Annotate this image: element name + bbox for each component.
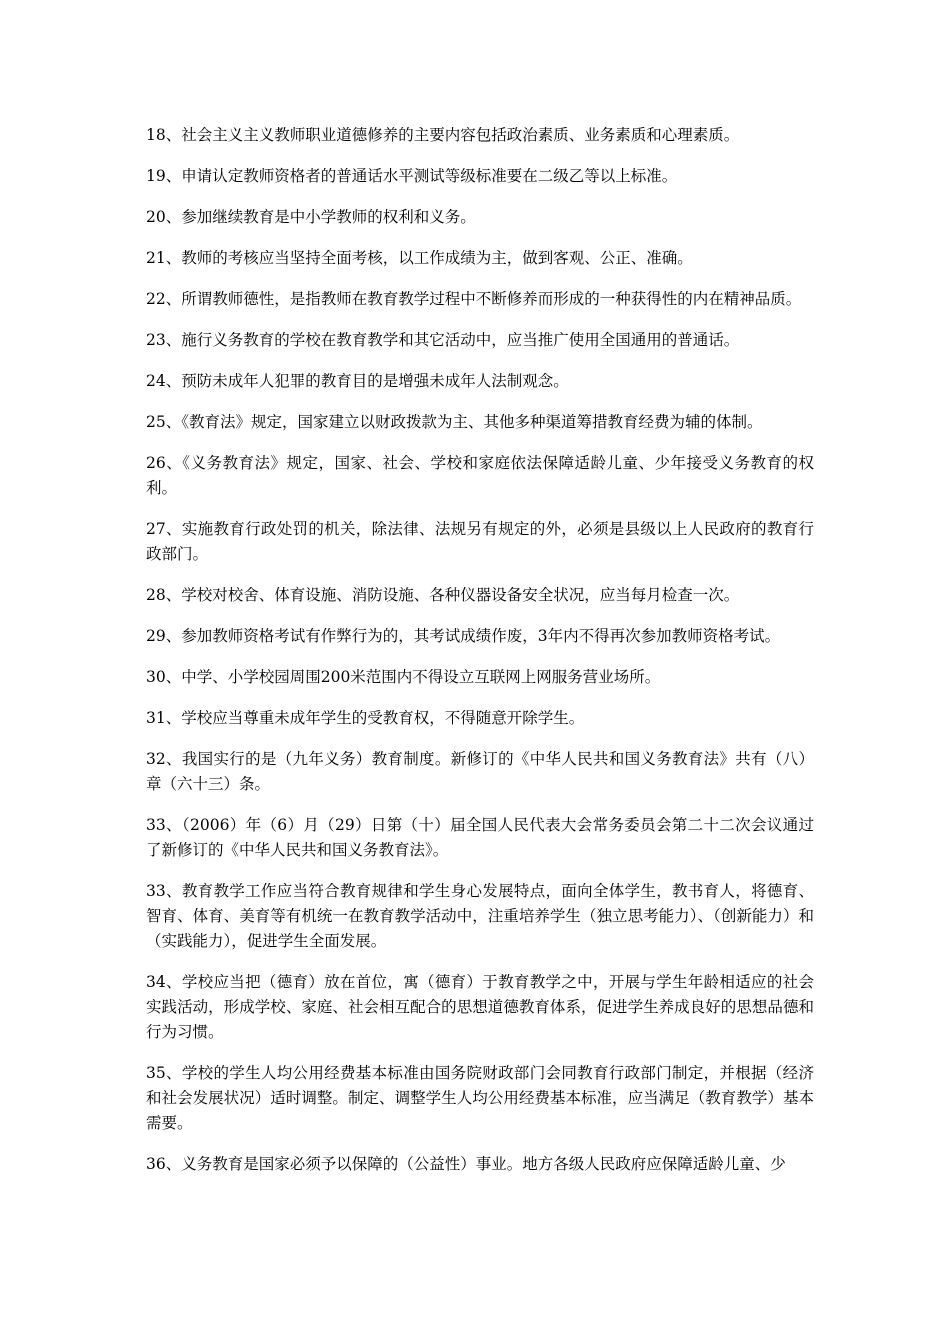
paragraph-21: 21、教师的考核应当坚持全面考核，以工作成绩为主，做到客观、公正、准确。 bbox=[146, 249, 693, 267]
document-body bbox=[146, 123, 814, 1193]
paragraph-19: 19、申请认定教师资格者的普通话水平测试等级标准要在二级乙等以上标准。 bbox=[146, 167, 678, 185]
paragraph-35: 35、学校的学生人均公用经费基本标准由国务院财政部门会同教育行政部门制定，并根据（经济和社会发展状况）适时调整。制定、调整学生人均公用经费基本标准，应当满足（教育教学）基本需要。 bbox=[146, 1064, 814, 1132]
paragraph-36: 36、义务教育是国家必须予以保障的（公益性）事业。地方各级人民政府应保障适龄儿童、少 bbox=[146, 1155, 786, 1173]
paragraph-20: 20、参加继续教育是中小学教师的权利和义务。 bbox=[146, 208, 476, 226]
paragraph-22: 22、所谓教师德性，是指教师在教育教学过程中不断修养而形成的一种获得性的内在精神品质。 bbox=[146, 290, 802, 308]
paragraph-26: 26、《义务教育法》规定，国家、社会、学校和家庭依法保障适龄儿童、少年接受义务教育的权利。 bbox=[146, 454, 814, 497]
paragraph-25: 25、《教育法》规定，国家建立以财政拨款为主、其他多种渠道筹措教育经费为辅的体制。 bbox=[146, 413, 763, 431]
paragraph-33a: 33、（2006）年（6）月（29）日第（十）届全国人民代表大会常务委员会第二十二次会议通过了新修订的《中华人民共和国义务教育法》。 bbox=[146, 816, 814, 859]
paragraph-18: 18、社会主义主义教师职业道德修养的主要内容包括政治素质、业务素质和心理素质。 bbox=[146, 126, 740, 144]
paragraph-31: 31、学校应当尊重未成年学生的受教育权，不得随意开除学生。 bbox=[146, 709, 585, 727]
paragraph-30: 30、中学、小学校园周围200米范围内不得设立互联网上网服务营业场所。 bbox=[146, 668, 661, 686]
paragraph-34: 34、学校应当把（德育）放在首位，寓（德育）于教育教学之中，开展与学生年龄相适应的社会实践活动，形成学校、家庭、社会相互配合的思想道德教育体系，促进学生养成良好的思想品德和行为习惯。 bbox=[146, 973, 814, 1041]
paragraph-27: 27、实施教育行政处罚的机关，除法律、法规另有规定的外，必须是县级以上人民政府的教育行政部门。 bbox=[146, 520, 814, 563]
paragraph-33b: 33、教育教学工作应当符合教育规律和学生身心发展特点，面向全体学生，教书育人，将德育、智育、体育、美育等有机统一在教育教学活动中，注重培养学生（独立思考能力）、（创新能力）和（实践能力），促进学生全面发展。 bbox=[146, 882, 814, 950]
paragraph-23: 23、施行义务教育的学校在教育教学和其它活动中，应当推广使用全国通用的普通话。 bbox=[146, 331, 740, 349]
paragraph-24: 24、预防未成年人犯罪的教育目的是增强未成年人法制观念。 bbox=[146, 372, 569, 390]
paragraph-28: 28、学校对校舍、体育设施、消防设施、各种仪器设备安全状况，应当每月检查一次。 bbox=[146, 586, 740, 604]
paragraph-32: 32、我国实行的是（九年义务）教育制度。新修订的《中华人民共和国义务教育法》共有（八）章（六十三）条。 bbox=[146, 750, 814, 793]
paragraph-29: 29、参加教师资格考试有作弊行为的，其考试成绩作废，3年内不得再次参加教师资格考试。 bbox=[146, 627, 781, 645]
